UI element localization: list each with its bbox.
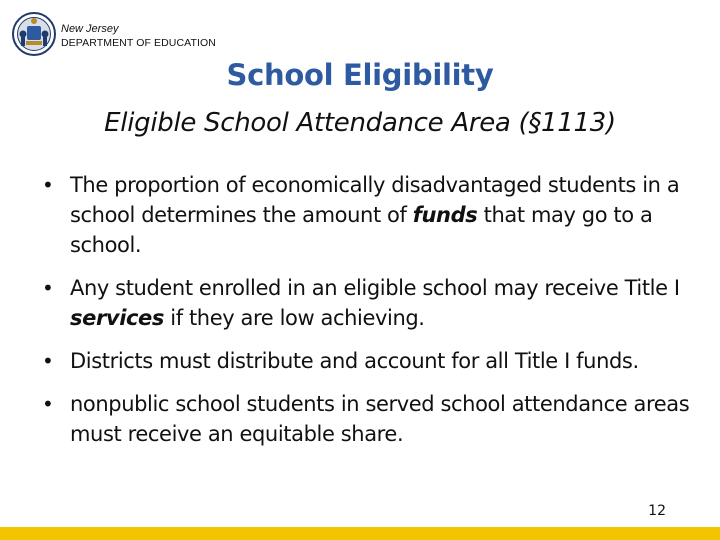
bullet-item [40, 170, 690, 260]
department-name: DEPARTMENT OF EDUCATION [61, 37, 216, 49]
bullet-item [40, 346, 690, 376]
footer-bar [0, 527, 720, 540]
bullet-list [40, 170, 690, 462]
slide-title-row [0, 58, 720, 92]
page-number: 12 [648, 503, 666, 519]
slide-subtitle: Eligible School Attendance Area (§1113) [104, 108, 616, 138]
bullet-emphasis: funds [412, 203, 478, 227]
bullet-text: The proportion of economically disadvantaged students in a school determines the amount of [70, 173, 680, 227]
bullet-text: Any student enrolled in an eligible school may receive Title I [70, 276, 680, 300]
bullet-text: Districts must distribute and account for all Title I funds. [70, 349, 639, 373]
bullet-item [40, 389, 690, 449]
bullet-icon: • [42, 349, 54, 373]
nj-state-seal-icon [12, 12, 56, 56]
bullet-icon: • [42, 276, 54, 300]
slide-subtitle-row [0, 108, 720, 138]
bullet-icon: • [42, 173, 54, 197]
state-name: New Jersey [61, 23, 119, 35]
organization-name [61, 22, 216, 50]
bullet-text-end: that may go to a school. [70, 203, 653, 257]
bullet-icon: • [42, 392, 54, 416]
bullet-text: nonpublic school students in served school attendance areas must receive an equitable share. [70, 392, 690, 446]
bullet-emphasis: services [70, 306, 164, 330]
slide-title: School Eligibility [226, 58, 494, 92]
bullet-item [40, 273, 690, 333]
bullet-text-end: if they are low achieving. [163, 306, 425, 330]
